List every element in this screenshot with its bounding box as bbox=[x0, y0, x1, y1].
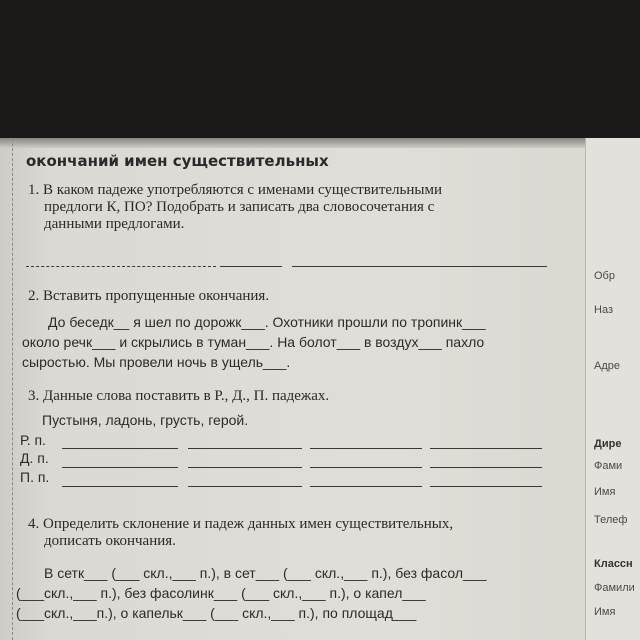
answer-line-r-2[interactable] bbox=[188, 448, 302, 449]
side-item-4: Дире bbox=[594, 438, 622, 450]
answer-line-p-2[interactable] bbox=[188, 486, 302, 487]
task-2-line-3: сыростью. Мы провели ночь в ущель___. bbox=[22, 354, 291, 370]
task-3-words: Пустыня, ладонь, грусть, герой. bbox=[42, 412, 249, 428]
answer-line-d-4[interactable] bbox=[430, 467, 542, 468]
task-1-line-1: 1. В каком падеже употребляются с именами существительными bbox=[28, 182, 442, 198]
side-item-9: Фамили bbox=[594, 582, 635, 594]
answer-line-p-1[interactable] bbox=[62, 486, 178, 487]
task-4 bbox=[28, 516, 573, 550]
side-item-10: Имя bbox=[594, 606, 616, 618]
answer-line-1c[interactable] bbox=[292, 266, 547, 267]
side-item-1: Обр bbox=[594, 270, 615, 282]
task-2-line-1: До беседк__ я шел по дорожк___. Охотники прошли по тропинк___ bbox=[48, 314, 486, 330]
task-1-line-2: предлоги К, ПО? Подобрать и записать два словосочетания с bbox=[44, 199, 435, 215]
task-2-line-2: около речк___ и скрылись в туман___. На болот___ в воздух___ пахло bbox=[22, 334, 485, 350]
task-3-title: 3. Данные слова поставить в Р., Д., П. падежах. bbox=[28, 388, 330, 404]
row-label-r: Р. п. bbox=[20, 432, 46, 448]
side-item-8: Классн bbox=[594, 558, 633, 570]
answer-line-1b[interactable] bbox=[220, 266, 282, 267]
side-item-5: Фами bbox=[594, 460, 623, 472]
answer-line-r-4[interactable] bbox=[430, 448, 542, 449]
answer-line-d-2[interactable] bbox=[188, 467, 302, 468]
answer-line-1a[interactable] bbox=[26, 266, 216, 267]
task-4-example-2: (___скл.,___ п.), без фасолинк___ (___ скл.,___ п.), о капел___ bbox=[16, 585, 426, 601]
task-4-line-1: 4. Определить склонение и падеж данных имен существительных, bbox=[28, 516, 454, 532]
answer-line-d-3[interactable] bbox=[310, 467, 422, 468]
task-4-example-3: (___скл.,___п.), о капельк___ (___ скл.,___ п.), по площад___ bbox=[16, 605, 417, 621]
side-item-2: Наз bbox=[594, 304, 613, 316]
row-label-d: Д. п. bbox=[20, 450, 49, 466]
answer-line-p-3[interactable] bbox=[310, 486, 422, 487]
task-2-title: 2. Вставить пропущенные окончания. bbox=[28, 288, 270, 304]
answer-line-d-1[interactable] bbox=[62, 467, 178, 468]
task-1 bbox=[28, 182, 573, 233]
answer-line-p-4[interactable] bbox=[430, 486, 542, 487]
side-item-6: Имя bbox=[594, 486, 616, 498]
side-item-7: Телеф bbox=[594, 514, 628, 526]
page-top-edge bbox=[0, 138, 640, 148]
answer-line-r-1[interactable] bbox=[62, 448, 178, 449]
answer-line-r-3[interactable] bbox=[310, 448, 422, 449]
task-1-line-3: данными предлогами. bbox=[44, 216, 185, 232]
task-4-example-1: В сетк___ (___ скл.,___ п.), в сет___ (___ скл.,___ п.), без фасол___ bbox=[44, 565, 487, 581]
side-item-3: Адре bbox=[594, 360, 620, 372]
row-label-p: П. п. bbox=[20, 469, 50, 485]
task-4-line-2: дописать окончания. bbox=[44, 533, 176, 549]
workbook-page bbox=[0, 138, 640, 640]
margin-line bbox=[12, 138, 13, 640]
section-heading: окончаний имен существительных bbox=[26, 152, 329, 170]
adjacent-page bbox=[585, 138, 640, 640]
